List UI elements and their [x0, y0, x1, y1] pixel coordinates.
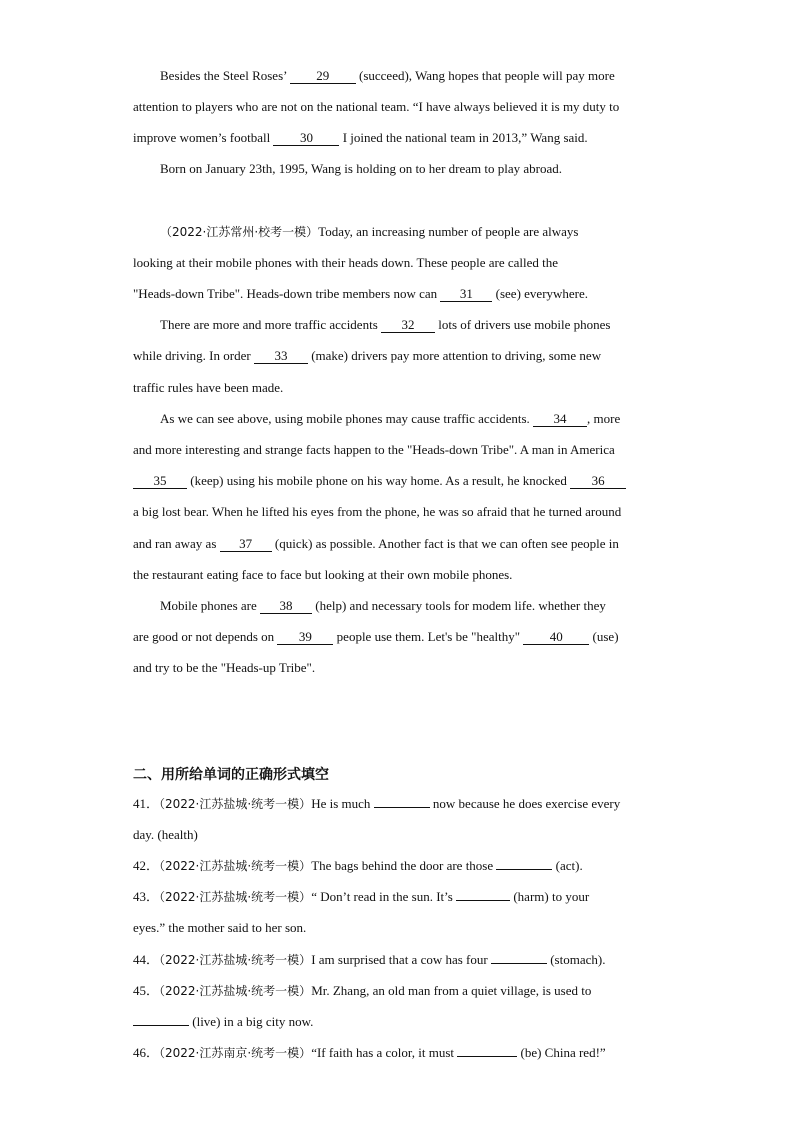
passage1-line-4: [160, 161, 562, 177]
passage2-line-8: [133, 442, 615, 458]
blank-34: 34: [533, 412, 587, 427]
text: Born on January 23th, 1995, Wang is holding on to her dream to play abroad.: [160, 161, 563, 176]
text: “ Don’t read in the sun. It’s: [311, 889, 453, 904]
question-41: [133, 796, 620, 812]
source-tag: （2022·江苏盐城·统考一模）: [159, 797, 312, 811]
text: (make) drivers pay more attention to driving, some new: [311, 348, 602, 363]
blank-29: 29: [290, 69, 356, 84]
question-45: [133, 983, 591, 999]
text: I joined the national team in 2013,” Wang said.: [342, 130, 588, 145]
text: (use): [592, 629, 619, 644]
text: "Heads-down Tribe". Heads-down tribe members now can: [133, 286, 438, 301]
question-number: 44．: [133, 952, 160, 967]
blank-36: 36: [570, 474, 626, 489]
text: (see) everywhere.: [495, 286, 589, 301]
passage2-line-5: [133, 348, 601, 364]
text: day. (health): [133, 827, 198, 842]
blank-30: 30: [273, 131, 339, 146]
text: There are more and more traffic accidents: [160, 317, 378, 332]
passage2-line-7: [160, 411, 620, 427]
question-43: [133, 889, 589, 905]
answer-blank[interactable]: [496, 869, 552, 870]
passage2-line-14: [133, 629, 619, 645]
passage1-line-3: [133, 130, 588, 146]
passage2-line-11: [133, 536, 619, 552]
blank-37: 37: [220, 537, 272, 552]
source-tag: （2022·江苏南京·统考一模）: [159, 1046, 312, 1060]
text: and try to be the "Heads-up Tribe".: [133, 660, 316, 675]
text: I am surprised that a cow has four: [311, 952, 488, 967]
text: traffic rules have been made.: [133, 380, 284, 395]
blank-32: 32: [381, 318, 435, 333]
text: people use them. Let's be "healthy": [336, 629, 521, 644]
passage2-line-10: [133, 504, 621, 520]
text: a big lost bear. When he lifted his eyes from the phone, he was so afraid that he turned around: [133, 504, 622, 519]
blank-40: 40: [523, 630, 589, 645]
question-number: 41．: [133, 796, 160, 811]
text: (be) China red!”: [520, 1045, 606, 1060]
text: and ran away as: [133, 536, 217, 551]
question-42: [133, 858, 583, 874]
passage2-line-15: [133, 660, 315, 676]
text: (quick) as possible. Another fact is that we can often see people in: [274, 536, 619, 551]
passage2-line-6: [133, 380, 283, 396]
text: improve women’s football: [133, 130, 271, 145]
question-45-cont: [133, 1014, 313, 1030]
text: He is much: [311, 796, 371, 811]
text: are good or not depends on: [133, 629, 275, 644]
text: (stomach).: [550, 952, 606, 967]
question-41-cont: [133, 827, 198, 843]
question-number: 46．: [133, 1045, 160, 1060]
text: Mr. Zhang, an old man from a quiet village, is used to: [311, 983, 592, 998]
passage2-line-12: [133, 567, 512, 583]
answer-blank[interactable]: [374, 807, 430, 808]
answer-blank[interactable]: [133, 1025, 189, 1026]
text: Today, an increasing number of people are always: [318, 224, 579, 239]
blank-38: 38: [260, 599, 312, 614]
passage2-line-4: [160, 317, 610, 333]
text: The bags behind the door are those: [311, 858, 494, 873]
passage2-line-2: [133, 255, 558, 271]
text: now because he does exercise every: [432, 796, 621, 811]
source-tag: （2022·江苏盐城·统考一模）: [159, 859, 312, 873]
passage2-line-3: [133, 286, 588, 302]
text: and more interesting and strange facts happen to the "Heads-down Tribe". A man in America: [133, 442, 615, 457]
source-tag: （2022·江苏盐城·统考一模）: [159, 953, 312, 967]
passage1-line-2: [133, 99, 619, 115]
text: while driving. In order: [133, 348, 251, 363]
source-tag: （2022·江苏盐城·统考一模）: [159, 984, 312, 998]
question-number: 42．: [133, 858, 160, 873]
passage1-line-1: [160, 68, 615, 84]
passage2-line-1: [160, 224, 578, 240]
section-heading: 二、用所给单词的正确形式填空: [133, 767, 329, 783]
passage2-line-13: [160, 598, 606, 614]
text: As we can see above, using mobile phones may cause traffic accidents.: [160, 411, 530, 426]
answer-blank[interactable]: [457, 1056, 517, 1057]
question-43-cont: [133, 920, 306, 936]
text: (harm) to your: [513, 889, 590, 904]
text: the restaurant eating face to face but looking at their own mobile phones.: [133, 567, 513, 582]
text: looking at their mobile phones with their heads down. These people are called the: [133, 255, 559, 270]
text: (keep) using his mobile phone on his way home. As a result, he knocked: [190, 473, 567, 488]
text: (act).: [555, 858, 583, 873]
source-tag: （2022·江苏盐城·统考一模）: [159, 890, 312, 904]
blank-33: 33: [254, 349, 308, 364]
passage2-line-9: [133, 473, 626, 489]
text: (live) in a big city now.: [192, 1014, 314, 1029]
blank-35: 35: [133, 474, 187, 489]
answer-blank[interactable]: [491, 963, 547, 964]
source-tag: （2022·江苏常州·校考一模）: [160, 225, 319, 239]
question-number: 45．: [133, 983, 160, 998]
text: (succeed), Wang hopes that people will pay more: [359, 68, 615, 83]
question-46: [133, 1045, 606, 1061]
text: eyes.” the mother said to her son.: [133, 920, 307, 935]
question-44: [133, 952, 605, 968]
text: “If faith has a color, it must: [311, 1045, 454, 1060]
blank-31: 31: [440, 287, 492, 302]
blank-39: 39: [277, 630, 333, 645]
answer-blank[interactable]: [456, 900, 510, 901]
text: Mobile phones are: [160, 598, 257, 613]
text: attention to players who are not on the national team. “I have always believed it is my duty to: [133, 99, 620, 114]
text: Besides the Steel Roses’: [160, 68, 287, 83]
text: , more: [587, 411, 621, 426]
question-number: 43．: [133, 889, 160, 904]
text: (help) and necessary tools for modem life. whether they: [315, 598, 606, 613]
text: lots of drivers use mobile phones: [438, 317, 611, 332]
